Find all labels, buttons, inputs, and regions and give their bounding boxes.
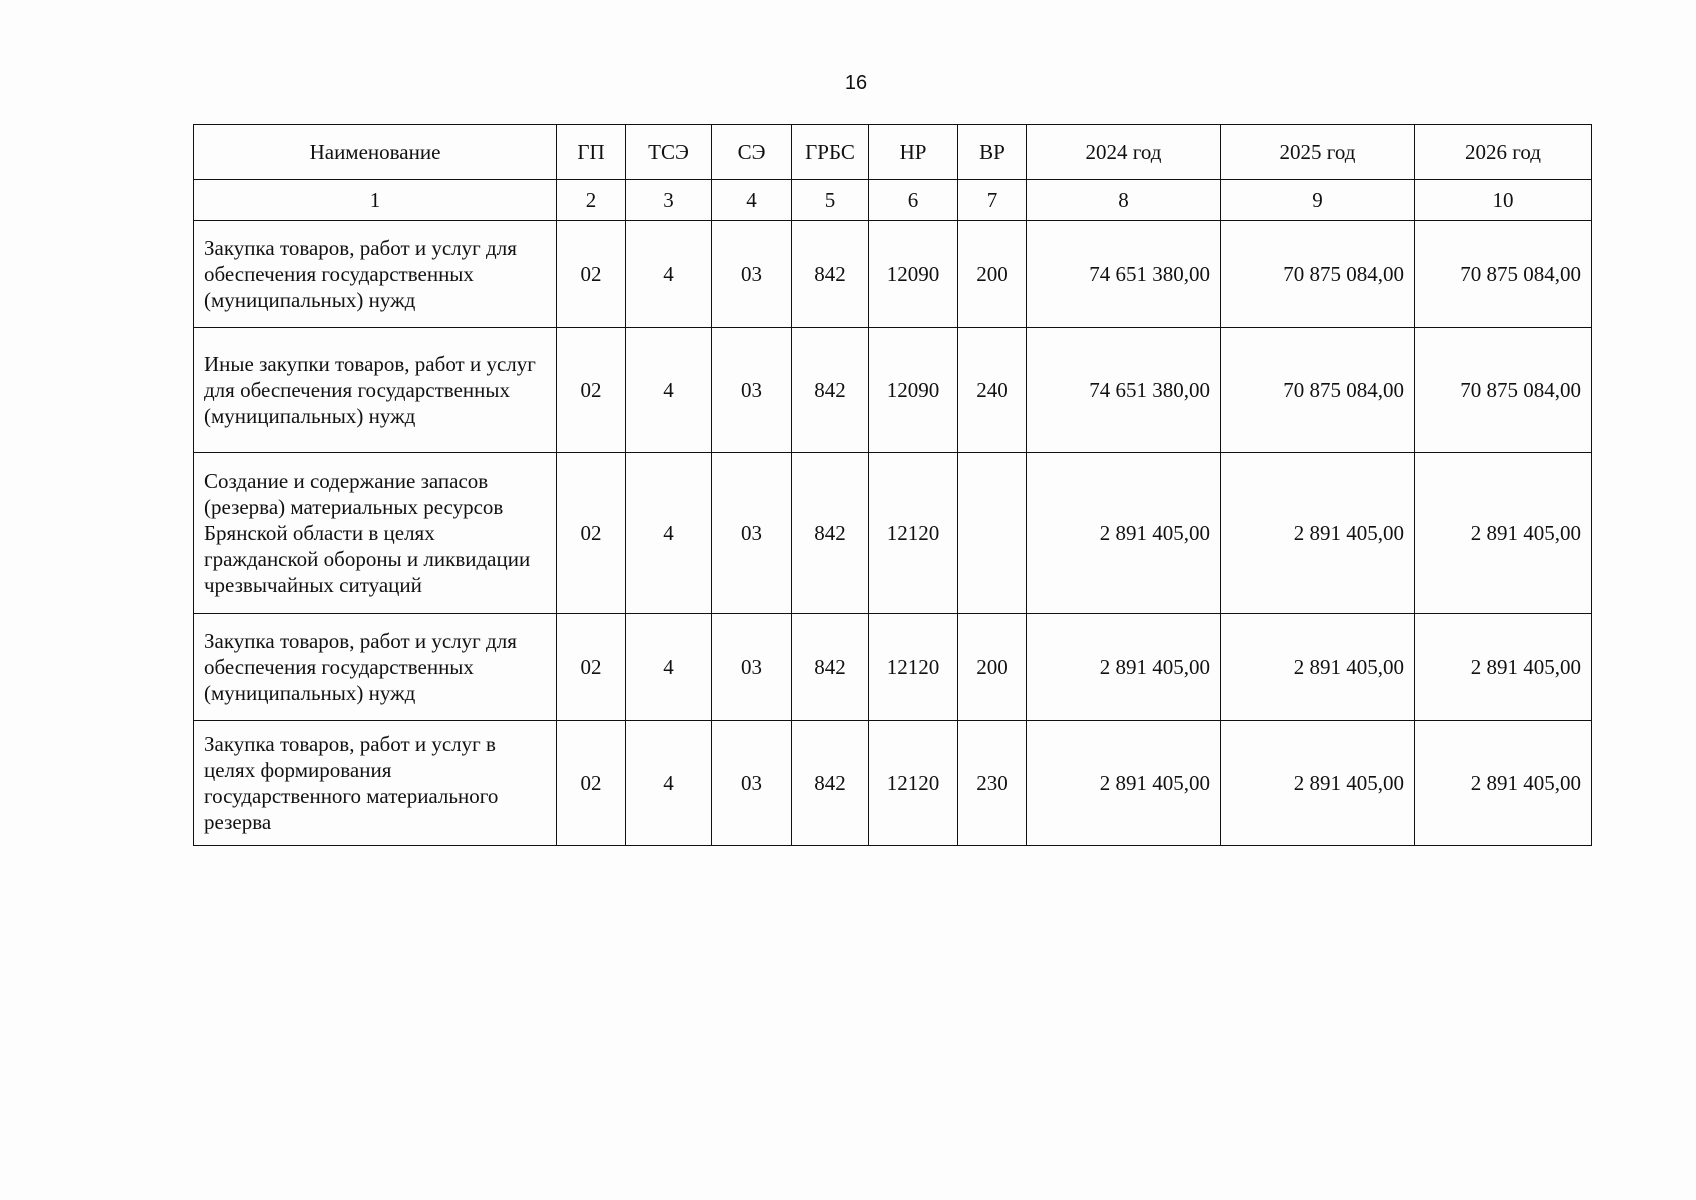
row-name: Закупка товаров, работ и услуг для обеспечения государственных (муниципальных) нужд (194, 614, 557, 721)
row-amount-2024: 2 891 405,00 (1027, 721, 1221, 846)
column-number: 7 (958, 180, 1027, 221)
header-tse: ТСЭ (626, 125, 712, 180)
row-amount-2026: 2 891 405,00 (1415, 721, 1592, 846)
row-gp: 02 (557, 453, 626, 614)
row-grbs: 842 (792, 221, 869, 328)
row-grbs: 842 (792, 721, 869, 846)
table-row (194, 721, 1592, 846)
header-gp: ГП (557, 125, 626, 180)
column-number: 6 (869, 180, 958, 221)
row-amount-2024: 74 651 380,00 (1027, 221, 1221, 328)
column-number: 9 (1221, 180, 1415, 221)
row-nr: 12090 (869, 221, 958, 328)
row-amount-2024: 2 891 405,00 (1027, 453, 1221, 614)
column-number: 3 (626, 180, 712, 221)
header-name: Наименование (194, 125, 557, 180)
column-number: 5 (792, 180, 869, 221)
header-row (194, 125, 1592, 180)
row-se: 03 (712, 328, 792, 453)
table-row (194, 453, 1592, 614)
row-vr: 240 (958, 328, 1027, 453)
header-2026: 2026 год (1415, 125, 1592, 180)
row-amount-2025: 70 875 084,00 (1221, 221, 1415, 328)
row-name: Закупка товаров, работ и услуг в целях формирования государственного материального резерва (194, 721, 557, 846)
row-vr (958, 453, 1027, 614)
row-name: Иные закупки товаров, работ и услуг для обеспечения государственных (муниципальных) нужд (194, 328, 557, 453)
header-vr: ВР (958, 125, 1027, 180)
column-number: 1 (194, 180, 557, 221)
header-grbs: ГРБС (792, 125, 869, 180)
row-nr: 12120 (869, 453, 958, 614)
row-amount-2025: 2 891 405,00 (1221, 453, 1415, 614)
row-grbs: 842 (792, 328, 869, 453)
row-grbs: 842 (792, 614, 869, 721)
column-number: 10 (1415, 180, 1592, 221)
row-nr: 12120 (869, 614, 958, 721)
column-number: 4 (712, 180, 792, 221)
row-grbs: 842 (792, 453, 869, 614)
row-tse: 4 (626, 721, 712, 846)
column-number-row (194, 180, 1592, 221)
row-vr: 200 (958, 614, 1027, 721)
column-number: 8 (1027, 180, 1221, 221)
table-row (194, 614, 1592, 721)
header-nr: НР (869, 125, 958, 180)
row-nr: 12090 (869, 328, 958, 453)
row-amount-2026: 2 891 405,00 (1415, 614, 1592, 721)
row-gp: 02 (557, 221, 626, 328)
row-tse: 4 (626, 453, 712, 614)
budget-table (193, 124, 1592, 846)
row-amount-2026: 70 875 084,00 (1415, 221, 1592, 328)
row-vr: 200 (958, 221, 1027, 328)
row-se: 03 (712, 221, 792, 328)
row-gp: 02 (557, 721, 626, 846)
row-amount-2025: 70 875 084,00 (1221, 328, 1415, 453)
row-gp: 02 (557, 328, 626, 453)
row-amount-2025: 2 891 405,00 (1221, 614, 1415, 721)
row-tse: 4 (626, 328, 712, 453)
row-amount-2026: 2 891 405,00 (1415, 453, 1592, 614)
row-se: 03 (712, 614, 792, 721)
row-se: 03 (712, 453, 792, 614)
row-amount-2025: 2 891 405,00 (1221, 721, 1415, 846)
row-amount-2026: 70 875 084,00 (1415, 328, 1592, 453)
header-2025: 2025 год (1221, 125, 1415, 180)
table-row (194, 328, 1592, 453)
page-number: 16 (844, 72, 868, 94)
header-2024: 2024 год (1027, 125, 1221, 180)
row-amount-2024: 2 891 405,00 (1027, 614, 1221, 721)
row-se: 03 (712, 721, 792, 846)
row-tse: 4 (626, 614, 712, 721)
row-amount-2024: 74 651 380,00 (1027, 328, 1221, 453)
table-row (194, 221, 1592, 328)
row-tse: 4 (626, 221, 712, 328)
column-number: 2 (557, 180, 626, 221)
header-se: СЭ (712, 125, 792, 180)
row-vr: 230 (958, 721, 1027, 846)
row-nr: 12120 (869, 721, 958, 846)
row-name: Создание и содержание запасов (резерва) материальных ресурсов Брянской области в целях гражданской обороны и ликвидации чрезвычайных ситуаций (194, 453, 557, 614)
row-name: Закупка товаров, работ и услуг для обеспечения государственных (муниципальных) нужд (194, 221, 557, 328)
row-gp: 02 (557, 614, 626, 721)
